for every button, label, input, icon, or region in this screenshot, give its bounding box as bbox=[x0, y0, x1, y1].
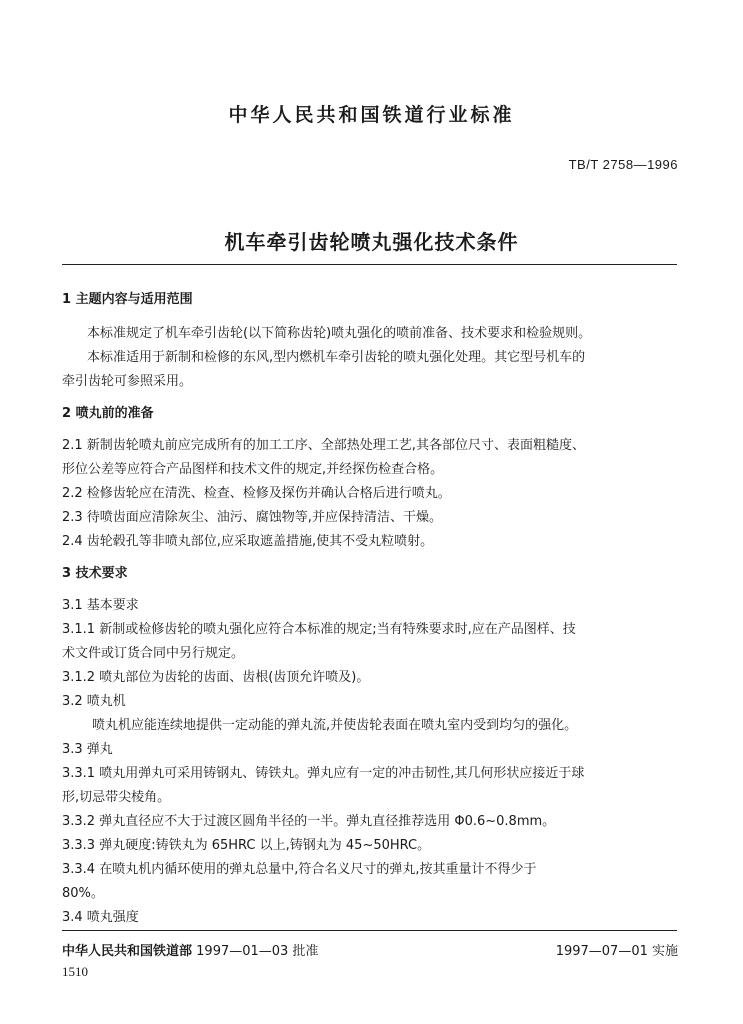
standard-number: TB/T 2758—1996 bbox=[568, 157, 678, 172]
footer-approval bbox=[62, 940, 318, 959]
clause-3-1: 3.1 基本要求 bbox=[62, 598, 139, 613]
title-divider bbox=[62, 264, 677, 265]
section-1-heading: 1 主题内容与适用范围 bbox=[62, 292, 193, 307]
implementation-date: 1997—07—01 实施 bbox=[555, 944, 678, 959]
document-title: 机车牵引齿轮喷丸强化技术条件 bbox=[224, 230, 519, 254]
clause-3-3-4-cont: 80%。 bbox=[62, 886, 104, 901]
paragraph-line: 本标准适用于新制和检修的东风,型内燃机车牵引齿轮的喷丸强化处理。其它型号机车的 bbox=[87, 350, 586, 365]
clause-2-2: 2.2 检修齿轮应在清洗、检查、检修及探伤并确认合格后进行喷丸。 bbox=[62, 486, 451, 501]
footer-divider bbox=[62, 930, 677, 931]
section-3-heading: 3 技术要求 bbox=[62, 566, 128, 581]
clause-3-3-4: 3.3.4 在喷丸机内循环使用的弹丸总量中,符合名义尺寸的弹丸,按其重量计不得少于 bbox=[62, 862, 537, 877]
clause-3-1-2: 3.1.2 喷丸部位为齿轮的齿面、齿根(齿顶允许喷及)。 bbox=[62, 670, 370, 685]
clause-3-3-2: 3.3.2 弹丸直径应不大于过渡区圆角半径的一半。弹丸直径推荐选用 Φ0.6~0.8mm。 bbox=[62, 814, 556, 829]
clause-2-1: 2.1 新制齿轮喷丸前应完成所有的加工工序、全部热处理工艺,其各部位尺寸、表面粗糙度、 bbox=[62, 438, 585, 453]
clause-2-4: 2.4 齿轮毂孔等非喷丸部位,应采取遮盖措施,使其不受丸粒喷射。 bbox=[62, 534, 434, 549]
clause-3-1-1-cont: 术文件或订货合同中另行规定。 bbox=[62, 646, 245, 661]
clause-2-3: 2.3 待喷齿面应清除灰尘、油污、腐蚀物等,并应保持清洁、干燥。 bbox=[62, 510, 442, 525]
approval-date: 1997—01—03 批准 bbox=[196, 944, 319, 959]
clause-3-2-text: 喷丸机应能连续地提供一定动能的弹丸流,并使齿轮表面在喷丸室内受到均匀的强化。 bbox=[92, 718, 578, 733]
paragraph-line: 牵引齿轮可参照采用。 bbox=[62, 374, 193, 389]
clause-3-3-1-cont: 形,切忌带尖棱角。 bbox=[62, 790, 171, 805]
issuer: 中华人民共和国铁道部 bbox=[62, 944, 193, 959]
section-2-heading: 2 喷丸前的准备 bbox=[62, 406, 154, 421]
page-number: 1510 bbox=[62, 964, 88, 979]
clause-3-2: 3.2 喷丸机 bbox=[62, 694, 126, 709]
clause-3-3: 3.3 弹丸 bbox=[62, 742, 113, 757]
clause-3-4: 3.4 喷丸强度 bbox=[62, 910, 139, 925]
clause-2-1-cont: 形位公差等应符合产品图样和技术文件的规定,并经探伤检查合格。 bbox=[62, 462, 444, 477]
clause-3-3-1: 3.3.1 喷丸用弹丸可采用铸钢丸、铸铁丸。弹丸应有一定的冲击韧性,其几何形状应接近于球 bbox=[62, 766, 585, 781]
clause-3-3-3: 3.3.3 弹丸硬度:铸铁丸为 65HRC 以上,铸钢丸为 45~50HRC。 bbox=[62, 838, 431, 853]
clause-3-1-1: 3.1.1 新制或检修齿轮的喷丸强化应符合本标准的规定;当有特殊要求时,应在产品图样、技 bbox=[62, 622, 576, 637]
standard-category-title: 中华人民共和国铁道行业标准 bbox=[228, 104, 515, 126]
paragraph-line: 本标准规定了机车牵引齿轮(以下简称齿轮)喷丸强化的喷前准备、技术要求和检验规则。 bbox=[87, 326, 592, 341]
